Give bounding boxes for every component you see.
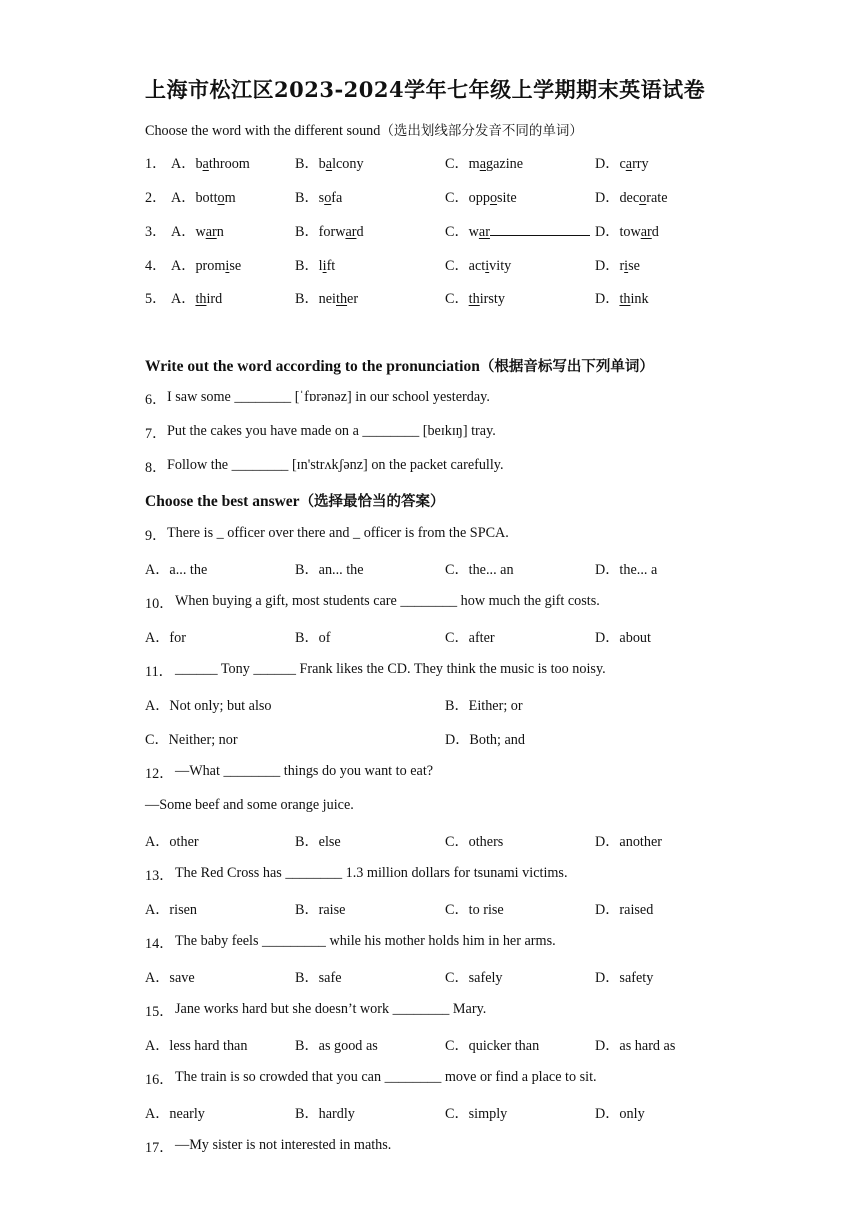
word-prefix: bott	[195, 190, 218, 206]
option-letter: C．	[445, 291, 469, 307]
answer-blank[interactable]: ________	[234, 389, 292, 405]
word-suffix: lcony	[332, 156, 364, 172]
exam-title: 上海市松江区2023-2024学年七年级上学期期末英语试卷	[145, 77, 706, 102]
underlined-sound: a	[479, 156, 487, 172]
option-b: B．raise	[295, 902, 346, 918]
word-suffix: d	[356, 224, 364, 240]
word-suffix: irsty	[479, 291, 505, 307]
word-suffix: ft	[326, 258, 336, 274]
option-b	[295, 255, 335, 275]
option-c: C．quicker than	[445, 1038, 540, 1054]
underlined-sound: i	[624, 258, 629, 274]
underlined-sound: th	[468, 291, 480, 307]
option-d: D．Both; and	[445, 732, 525, 748]
underlined-sound: a	[202, 156, 209, 172]
option-letter: D．	[595, 291, 620, 307]
word-prefix: s	[318, 190, 325, 206]
option-d: D．raised	[595, 902, 654, 918]
answer-blank[interactable]: ________	[231, 457, 289, 473]
option-c: C．the... an	[445, 562, 514, 578]
word-suffix: d	[651, 224, 659, 240]
underlined-sound: th	[336, 291, 348, 307]
underlined-sound: o	[639, 190, 647, 206]
option-c: C．others	[445, 834, 504, 850]
word-prefix: l	[318, 258, 323, 274]
question-number: 16．	[145, 1072, 174, 1088]
question-stem: —What ________ things do you want to eat?	[175, 763, 434, 779]
option-b: B．an... the	[295, 562, 364, 578]
option-letter: A．	[171, 291, 196, 307]
question-text	[167, 389, 490, 406]
question-stem: When buying a gift, most students care ________ how much the gift costs.	[175, 593, 600, 609]
option-letter: D．	[595, 224, 620, 240]
word-suffix: throom	[208, 156, 250, 172]
word-prefix: act	[468, 258, 486, 274]
option-letter: A．	[171, 258, 196, 274]
option-c: C．to rise	[445, 902, 504, 918]
underlined-sound: ar	[205, 224, 217, 240]
option-letter: B．	[295, 224, 319, 240]
option-b: B．else	[295, 834, 341, 850]
question-number: 4．	[145, 258, 167, 274]
option-b: B．safe	[295, 970, 342, 986]
option-a	[171, 187, 236, 207]
option-letter: A．	[171, 190, 196, 206]
stem-before: Put the cakes you have made on a	[167, 423, 363, 439]
option-d	[595, 255, 640, 275]
word-suffix: fa	[331, 190, 343, 206]
question-stem: The baby feels _________ while his mother holds him in her arms.	[175, 933, 556, 949]
option-c	[445, 187, 517, 207]
word-prefix: opp	[468, 190, 490, 206]
question-stem: Jane works hard but she doesn’t work ________ Mary.	[175, 1001, 487, 1017]
option-d	[595, 221, 659, 241]
question-stem: There is _ officer over there and _ officer is from the SPCA.	[167, 525, 509, 541]
section1-heading-en: Choose the word with the different sound	[145, 123, 381, 139]
underlined-sound: ar	[478, 224, 490, 240]
word-prefix: w	[468, 224, 479, 240]
option-a: A．for	[145, 630, 186, 646]
question-number: 11．	[145, 664, 173, 680]
question-text	[167, 457, 504, 474]
option-c: C．safely	[445, 970, 503, 986]
section1-heading-cn: （选出划线部分发音不同的单词）	[380, 123, 583, 139]
stem-before: I saw some	[167, 389, 235, 405]
word-prefix: b	[195, 156, 203, 172]
option-d: D．about	[595, 630, 651, 646]
underlined-sound: o	[217, 190, 225, 206]
question-number: 13．	[145, 868, 174, 884]
option-c	[445, 288, 505, 308]
section2-heading	[145, 355, 654, 376]
option-a: A．Not only; but also	[145, 698, 272, 714]
question-number: 2．	[145, 190, 167, 206]
word-suffix: ink	[630, 291, 649, 307]
option-a	[171, 255, 241, 275]
option-letter: A．	[171, 156, 196, 172]
question-stem-reply: —Some beef and some orange juice.	[145, 797, 354, 813]
option-c: C．after	[445, 630, 495, 646]
option-a: A．less hard than	[145, 1038, 248, 1054]
option-letter: B．	[295, 190, 319, 206]
word-suffix: gazine	[486, 156, 524, 172]
question-number: 7．	[145, 426, 167, 442]
section2-heading-cn: （根据音标写出下列单词）	[479, 359, 654, 375]
option-letter: D．	[595, 258, 620, 274]
question-number: 3．	[145, 224, 167, 240]
option-letter: D．	[595, 156, 620, 172]
word-suffix: n	[216, 224, 224, 240]
option-b: B．as good as	[295, 1038, 378, 1054]
word-prefix: nei	[318, 291, 336, 307]
option-letter: C．	[445, 258, 469, 274]
word-suffix: er	[347, 291, 359, 307]
option-d: D．another	[595, 834, 662, 850]
word-prefix: c	[619, 156, 626, 172]
question-number: 1．	[145, 156, 167, 172]
stem-after: [ˈfɒrənəz] in our school yesterday.	[291, 389, 490, 405]
option-b	[295, 153, 364, 173]
word-suffix: rry	[632, 156, 649, 172]
option-a	[171, 221, 224, 241]
section3-heading-en: Choose the best answer	[145, 493, 300, 510]
section3-heading-cn: （选择最恰当的答案）	[299, 494, 445, 510]
option-letter: C．	[445, 156, 469, 172]
option-b	[295, 221, 364, 241]
section3-heading	[145, 490, 445, 511]
word-prefix: prom	[195, 258, 226, 274]
option-a: A．nearly	[145, 1106, 205, 1122]
option-c: C．Neither; nor	[145, 732, 238, 748]
underlined-sound: i	[322, 258, 327, 274]
word-prefix: m	[468, 156, 480, 172]
option-b	[295, 288, 358, 308]
section1-heading	[145, 119, 583, 140]
section2-heading-en: Write out the word according to the pronunciation	[145, 358, 480, 375]
option-letter: A．	[171, 224, 196, 240]
question-number: 17．	[145, 1140, 174, 1156]
option-letter: D．	[595, 190, 620, 206]
option-a: A．other	[145, 834, 199, 850]
answer-blank[interactable]: ________	[362, 423, 420, 439]
option-letter: C．	[445, 190, 469, 206]
option-d	[595, 288, 649, 308]
underlined-sound: ar	[345, 224, 357, 240]
option-a: A．a... the	[145, 562, 208, 578]
word-suffix: se	[229, 258, 242, 274]
word-prefix: forw	[318, 224, 346, 240]
option-d: D．only	[595, 1106, 645, 1122]
word-prefix: tow	[619, 224, 641, 240]
option-a: A．save	[145, 970, 195, 986]
word-prefix: w	[195, 224, 206, 240]
option-a: A．risen	[145, 902, 198, 918]
option-letter: B．	[295, 156, 319, 172]
question-number: 5．	[145, 291, 167, 307]
option-c	[445, 153, 523, 173]
stem-before: Follow the	[167, 457, 232, 473]
word-prefix: r	[619, 258, 625, 274]
underlined-sound: th	[195, 291, 207, 307]
option-c	[445, 255, 511, 275]
question-number: 6．	[145, 392, 167, 408]
option-c	[445, 221, 590, 241]
option-d	[595, 187, 668, 207]
answer-line	[490, 223, 590, 236]
question-stem: ______ Tony ______ Frank likes the CD. They think the music is too noisy.	[175, 661, 606, 677]
option-d: D．as hard as	[595, 1038, 676, 1054]
underlined-sound: o	[489, 190, 498, 206]
option-b: B．Either; or	[445, 698, 523, 714]
question-number: 9．	[145, 528, 167, 544]
question-stem: —My sister is not interested in maths.	[175, 1137, 392, 1153]
option-a	[171, 153, 250, 173]
word-suffix: rate	[646, 190, 668, 206]
option-a	[171, 288, 222, 308]
underlined-sound: i	[485, 258, 490, 274]
question-number: 12．	[145, 766, 174, 782]
option-letter: B．	[295, 291, 319, 307]
word-suffix: se	[628, 258, 640, 274]
underlined-sound: th	[619, 291, 631, 307]
option-letter: B．	[295, 258, 319, 274]
word-suffix: site	[497, 190, 517, 206]
underlined-sound: a	[625, 156, 633, 172]
option-d: D．the... a	[595, 562, 658, 578]
question-number: 14．	[145, 936, 174, 952]
option-b: B．hardly	[295, 1106, 355, 1122]
option-letter: C．	[445, 224, 469, 240]
question-stem: The train is so crowded that you can ________ move or find a place to sit.	[175, 1069, 597, 1085]
option-d: D．safety	[595, 970, 654, 986]
question-text	[167, 423, 496, 440]
word-suffix: vity	[489, 258, 512, 274]
question-number: 8．	[145, 460, 167, 476]
word-suffix: m	[224, 190, 236, 206]
stem-after: [ɪn'strʌkʃənz] on the packet carefully.	[288, 457, 504, 473]
word-prefix: dec	[619, 190, 640, 206]
underlined-sound: ar	[640, 224, 652, 240]
question-stem: The Red Cross has ________ 1.3 million dollars for tsunami victims.	[175, 865, 568, 881]
question-number: 10．	[145, 596, 174, 612]
stem-after: [beɪkɪŋ] tray.	[419, 423, 496, 439]
option-c: C．simply	[445, 1106, 508, 1122]
option-b	[295, 187, 342, 207]
word-prefix: b	[318, 156, 326, 172]
option-b: B．of	[295, 630, 331, 646]
option-d	[595, 153, 649, 173]
underlined-sound: i	[225, 258, 230, 274]
word-suffix: ird	[206, 291, 223, 307]
underlined-sound: a	[325, 156, 333, 172]
question-number: 15．	[145, 1004, 174, 1020]
underlined-sound: o	[324, 190, 332, 206]
